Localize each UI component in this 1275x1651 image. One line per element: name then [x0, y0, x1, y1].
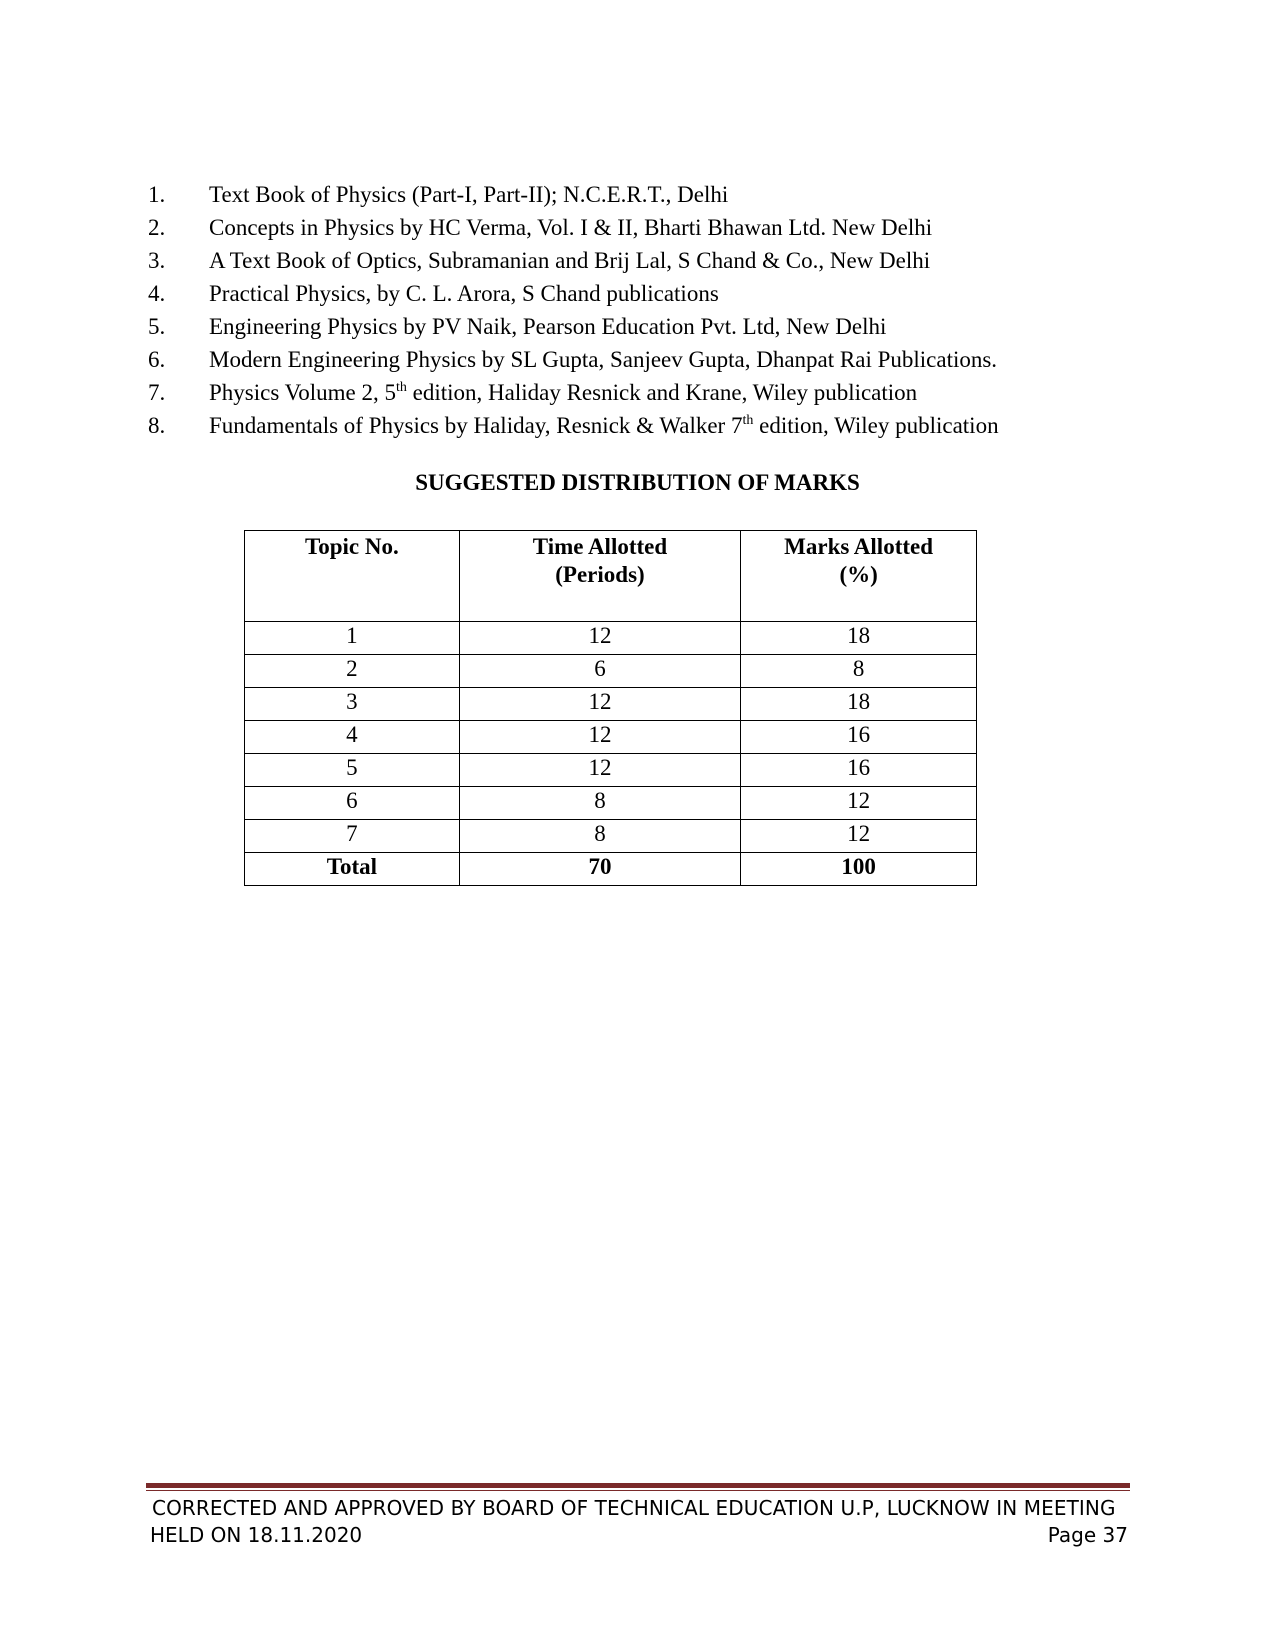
- cell-marks: 18: [741, 622, 977, 655]
- reference-text-part: edition, Haliday Resnick and Krane, Wiley publication: [406, 380, 918, 405]
- reference-number: 3.: [148, 248, 166, 273]
- cell-time: 6: [459, 655, 740, 688]
- reference-number: 6.: [148, 347, 166, 372]
- reference-text: Concepts in Physics by HC Verma, Vol. I & II, Bharti Bhawan Ltd. New Delhi: [209, 215, 933, 240]
- reference-item: [148, 409, 1148, 442]
- cell-topic: 7: [245, 820, 460, 853]
- reference-item: [148, 211, 1148, 244]
- reference-text: Modern Engineering Physics by SL Gupta, Sanjeev Gupta, Dhanpat Rai Publications.: [209, 347, 998, 372]
- cell-total-marks: 100: [741, 853, 977, 886]
- header-topic-label: Topic No.: [305, 534, 399, 559]
- table-total-row: [245, 853, 977, 886]
- header-topic: [245, 531, 460, 622]
- cell-marks: 16: [741, 721, 977, 754]
- cell-time: 8: [459, 820, 740, 853]
- reference-item: [148, 277, 1148, 310]
- reference-item: [148, 343, 1148, 376]
- header-time: [459, 531, 740, 622]
- reference-number: 4.: [148, 281, 166, 306]
- superscript: th: [396, 380, 407, 395]
- superscript: th: [742, 413, 754, 428]
- table-header-row: [245, 531, 977, 622]
- cell-topic: 1: [245, 622, 460, 655]
- table-row: [245, 754, 977, 787]
- reference-text: A Text Book of Optics, Subramanian and Brij Lal, S Chand & Co., New Delhi: [209, 248, 931, 273]
- cell-topic: 2: [245, 655, 460, 688]
- table-row: [245, 820, 977, 853]
- reference-text: Practical Physics, by C. L. Arora, S Chand publications: [209, 281, 719, 306]
- reference-text: [209, 409, 999, 442]
- cell-time: 12: [459, 721, 740, 754]
- cell-marks: 16: [741, 754, 977, 787]
- table-row: [245, 787, 977, 820]
- footer-divider-thin: [146, 1490, 1130, 1491]
- cell-time: 12: [459, 754, 740, 787]
- reference-text: Text Book of Physics (Part-I, Part-II); N.C.E.R.T., Delhi: [209, 182, 729, 207]
- footer-meeting-date: HELD ON 18.11.2020: [150, 1523, 363, 1547]
- table-row: [245, 721, 977, 754]
- cell-marks: 8: [741, 655, 977, 688]
- cell-topic: 3: [245, 688, 460, 721]
- cell-marks: 18: [741, 688, 977, 721]
- cell-marks: 12: [741, 820, 977, 853]
- section-title: SUGGESTED DISTRIBUTION OF MARKS: [415, 470, 860, 495]
- header-marks: [741, 531, 977, 622]
- reference-text-part: Fundamentals of Physics by Haliday, Resnick & Walker 7: [209, 413, 743, 438]
- cell-marks: 12: [741, 787, 977, 820]
- cell-time: 12: [459, 688, 740, 721]
- header-time-unit: (Periods): [555, 562, 645, 587]
- table-row: [245, 622, 977, 655]
- header-marks-unit: (%): [839, 562, 878, 587]
- cell-total-label: Total: [245, 853, 460, 886]
- reference-item: [148, 244, 1148, 277]
- reference-number: 5.: [148, 314, 166, 339]
- reference-text: [209, 376, 917, 409]
- table-row: [245, 655, 977, 688]
- reference-list: [148, 178, 1148, 442]
- reference-item: [148, 310, 1148, 343]
- table-row: [245, 688, 977, 721]
- reference-number: 1.: [148, 182, 166, 207]
- reference-item: [148, 178, 1148, 211]
- footer-approval-text: CORRECTED AND APPROVED BY BOARD OF TECHNICAL EDUCATION U.P, LUCKNOW IN MEETING: [152, 1496, 1116, 1520]
- reference-number: 2.: [148, 215, 166, 240]
- footer-divider: [146, 1483, 1130, 1488]
- cell-topic: 4: [245, 721, 460, 754]
- footer-meeting-line: [150, 1523, 1128, 1547]
- cell-time: 12: [459, 622, 740, 655]
- cell-topic: 6: [245, 787, 460, 820]
- marks-distribution-table: [244, 530, 977, 886]
- reference-text: Engineering Physics by PV Naik, Pearson Education Pvt. Ltd, New Delhi: [209, 314, 887, 339]
- reference-text-part: edition, Wiley publication: [753, 413, 999, 438]
- reference-number: 8.: [148, 413, 166, 438]
- reference-number: 7.: [148, 380, 166, 405]
- cell-total-time: 70: [459, 853, 740, 886]
- reference-item: [148, 376, 1148, 409]
- reference-text-part: Physics Volume 2, 5: [209, 380, 397, 405]
- header-time-label: Time Allotted: [532, 534, 668, 559]
- page-number: Page 37: [1047, 1523, 1128, 1547]
- cell-topic: 5: [245, 754, 460, 787]
- header-marks-label: Marks Allotted: [784, 534, 934, 559]
- cell-time: 8: [459, 787, 740, 820]
